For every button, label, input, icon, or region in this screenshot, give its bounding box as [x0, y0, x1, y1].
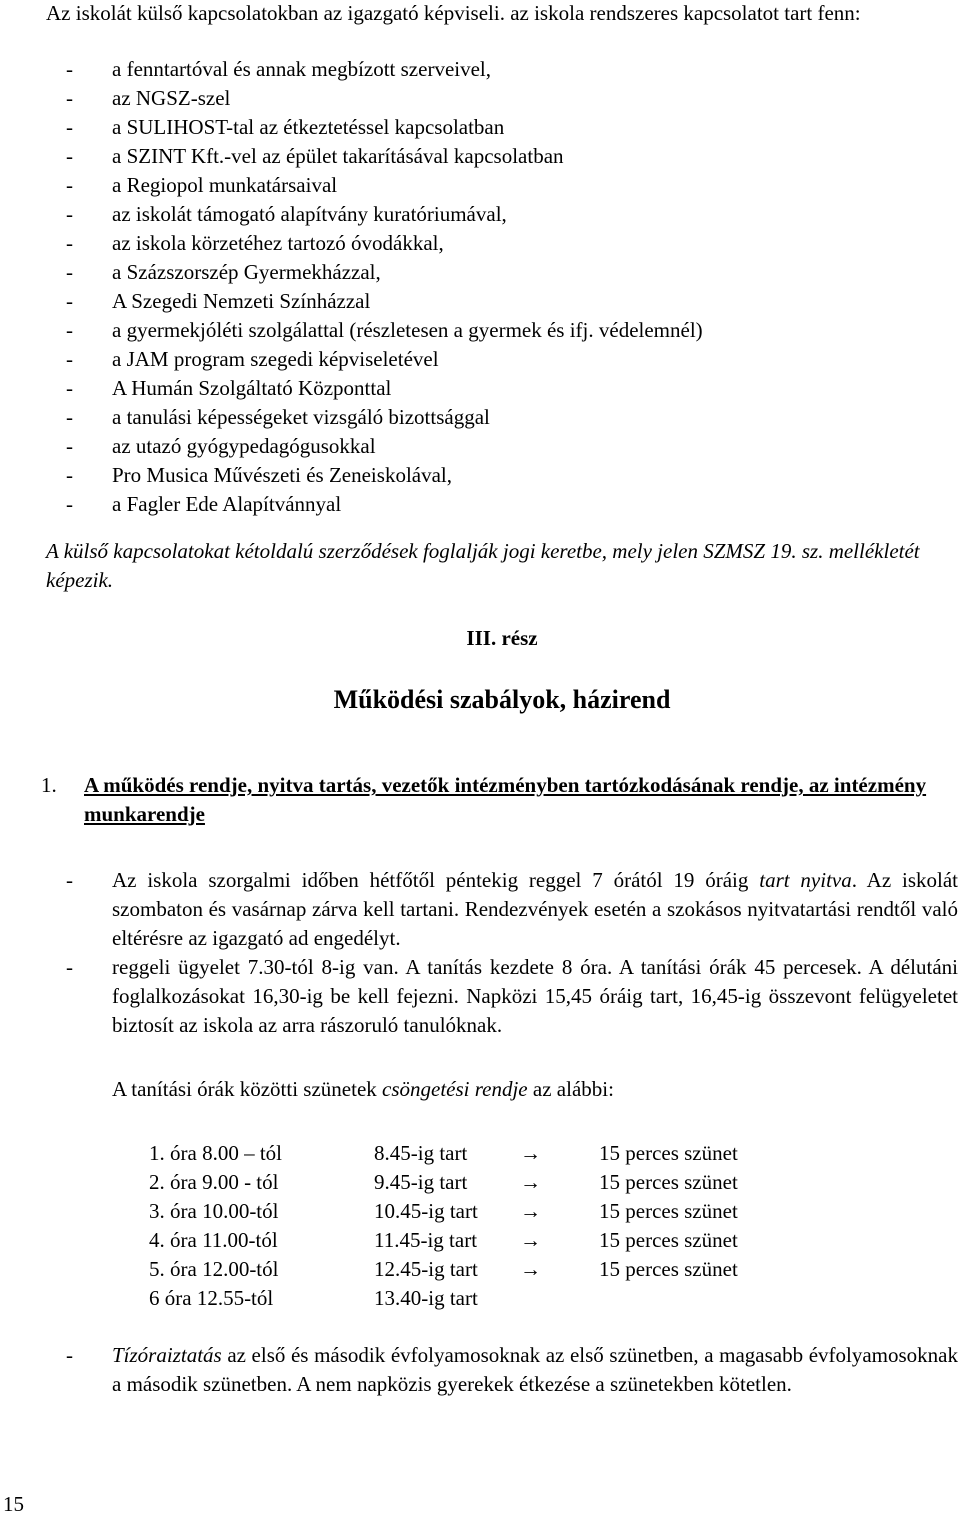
- list-dash: -: [66, 289, 73, 313]
- arrow-icon: →: [520, 1257, 541, 1281]
- lesson-end: 11.45-ig tart: [374, 1228, 478, 1252]
- list-item-text: a Fagler Ede Alapítvánnyal: [112, 492, 342, 516]
- text-run: A tanítási órák közötti szünetek: [112, 1077, 383, 1101]
- list-item-text: A Humán Szolgáltató Központtal: [112, 376, 392, 400]
- emphasis-text: csöngetési rendje: [382, 1077, 528, 1101]
- lesson-start: 4. óra 11.00-tól: [149, 1228, 278, 1252]
- list-item: [46, 113, 958, 142]
- morning-duty-paragraph: [46, 953, 958, 1040]
- contacts-list: [46, 55, 958, 519]
- text-run: reggeli ügyelet 7.30-tól 8-ig van. A tanítás kezdete 8 óra. A tanítási órák 45 percesek. A délutáni foglalkozásokat 16,30-ig be kell fejezni. Napközi 15,45 óráig tart, 16,45-ig összevont felügyeletet biztosít az iskola az arra rászoruló tanulóknak.: [112, 955, 958, 1037]
- text-run: az alábbi:: [527, 1077, 614, 1101]
- page-number: 15: [3, 1492, 24, 1516]
- list-item: [46, 374, 958, 403]
- lesson-start: 6 óra 12.55-tól: [149, 1286, 274, 1310]
- list-dash: -: [66, 173, 73, 197]
- list-item-text: a JAM program szegedi képviseletével: [112, 347, 439, 371]
- list-dash: -: [66, 405, 73, 429]
- document-page: [41, 0, 958, 1399]
- section-number: 1.: [41, 773, 57, 797]
- list-item: [46, 142, 958, 171]
- list-dash: -: [66, 57, 73, 81]
- list-dash: -: [66, 144, 73, 168]
- lesson-end: 10.45-ig tart: [374, 1199, 478, 1223]
- list-dash: -: [66, 231, 73, 255]
- break-length: 15 perces szünet: [599, 1199, 738, 1223]
- list-dash: -: [66, 115, 73, 139]
- lesson-end: 12.45-ig tart: [374, 1257, 478, 1281]
- list-item: [46, 258, 958, 287]
- list-dash: -: [66, 202, 73, 226]
- list-item-text: az NGSZ-szel: [112, 86, 231, 110]
- snack-paragraph: [46, 1341, 958, 1399]
- arrow-icon: [520, 1284, 599, 1313]
- list-item-text: a tanulási képességeket vizsgáló bizottsággal: [112, 405, 490, 429]
- bell-schedule-table: [149, 1139, 738, 1313]
- section-heading: [41, 771, 958, 829]
- list-dash: -: [66, 463, 73, 487]
- table-row: [149, 1139, 738, 1168]
- list-item-text: a fenntartóval és annak megbízott szerveivel,: [112, 57, 492, 81]
- intro-paragraph: Az iskolát külső kapcsolatokban az igazgató képviseli. az iskola rendszeres kapcsolatot tart fenn:: [46, 1, 861, 25]
- text-run: az első és második évfolyamosoknak az első szünetben, a magasabb évfolyamosoknak a második szünetben. A nem napközis gyerekek étkezése a szünetekben kötetlen.: [112, 1343, 958, 1396]
- table-row: [149, 1168, 738, 1197]
- list-item: [46, 403, 958, 432]
- list-item-text: a Százszorszép Gyermekházzal,: [112, 260, 381, 284]
- list-item-text: az iskola körzetéhez tartozó óvodákkal,: [112, 231, 444, 255]
- list-item-text: a SZINT Kft.-vel az épület takarításával kapcsolatban: [112, 144, 564, 168]
- table-row: [149, 1226, 738, 1255]
- list-dash: -: [66, 868, 73, 892]
- list-dash: -: [66, 86, 73, 110]
- text-run: Az iskola szorgalmi időben hétfőtől péntekig reggel 7 órától 19 óráig: [112, 868, 760, 892]
- table-row: [149, 1255, 738, 1284]
- break-length: 15 perces szünet: [599, 1257, 738, 1281]
- lesson-start: 3. óra 10.00-tól: [149, 1199, 279, 1223]
- list-dash: -: [66, 434, 73, 458]
- list-item: [46, 287, 958, 316]
- list-item-text: a gyermekjóléti szolgálattal (részletesen a gyermek és ifj. védelemnél): [112, 318, 703, 342]
- lesson-start: 5. óra 12.00-tól: [149, 1257, 279, 1281]
- list-item: [46, 171, 958, 200]
- list-dash: -: [66, 347, 73, 371]
- table-row: [149, 1284, 738, 1313]
- list-item: [46, 84, 958, 113]
- list-item-text: a SULIHOST-tal az étkeztetéssel kapcsolatban: [112, 115, 505, 139]
- page-title: Működési szabályok, házirend: [333, 685, 671, 714]
- list-item: [46, 345, 958, 374]
- list-item: [46, 490, 958, 519]
- contracts-note: A külső kapcsolatokat kétoldalú szerződések foglalják jogi keretbe, mely jelen SZMSZ 19. sz. mellékletét képezik.: [46, 539, 920, 592]
- lesson-end: 8.45-ig tart: [374, 1141, 468, 1165]
- list-item: [46, 461, 958, 490]
- list-dash: -: [66, 1343, 73, 1367]
- arrow-icon: →: [520, 1170, 541, 1194]
- text-run: . Az iskolát szombaton és vasárnap zárva kell tartani. Rendezvények esetén a szokásos nyitvatartási rendtől való eltérésre az igazgató ad engedélyt.: [112, 868, 958, 950]
- table-row: [149, 1197, 738, 1226]
- part-heading: III. rész: [466, 626, 538, 650]
- list-dash: -: [66, 318, 73, 342]
- lesson-start: 1. óra 8.00 – tól: [149, 1141, 282, 1165]
- list-item-text: az utazó gyógypedagógusokkal: [112, 434, 376, 458]
- arrow-icon: →: [520, 1141, 541, 1165]
- opening-hours-paragraph: [46, 866, 958, 953]
- break-length: 15 perces szünet: [599, 1170, 738, 1194]
- list-item-text: A Szegedi Nemzeti Színházzal: [112, 289, 371, 313]
- list-dash: -: [66, 492, 73, 516]
- list-item-text: Pro Musica Művészeti és Zeneiskolával,: [112, 463, 452, 487]
- break-length: 15 perces szünet: [599, 1141, 738, 1165]
- emphasis-text: tart nyitva: [759, 868, 852, 892]
- list-item: [46, 200, 958, 229]
- breaks-intro: [46, 1075, 958, 1104]
- list-item-text: az iskolát támogató alapítvány kuratóriumával,: [112, 202, 507, 226]
- arrow-icon: →: [520, 1228, 541, 1252]
- break-length: [599, 1284, 738, 1313]
- list-item-text: a Regiopol munkatársaival: [112, 173, 338, 197]
- list-item: [46, 229, 958, 258]
- list-item: [46, 316, 958, 345]
- lesson-end: 13.40-ig tart: [374, 1286, 478, 1310]
- lesson-end: 9.45-ig tart: [374, 1170, 468, 1194]
- list-dash: -: [66, 376, 73, 400]
- list-dash: -: [66, 955, 73, 979]
- break-length: 15 perces szünet: [599, 1228, 738, 1252]
- lesson-start: 2. óra 9.00 - tól: [149, 1170, 279, 1194]
- emphasis-text: Tízóraiztatás: [112, 1343, 222, 1367]
- list-dash: -: [66, 260, 73, 284]
- list-item: [46, 55, 958, 84]
- arrow-icon: →: [520, 1199, 541, 1223]
- section-heading-text: A működés rendje, nyitva tartás, vezetők intézményben tartózkodásának rendje, az intézmény munkarendje: [84, 773, 927, 826]
- list-item: [46, 432, 958, 461]
